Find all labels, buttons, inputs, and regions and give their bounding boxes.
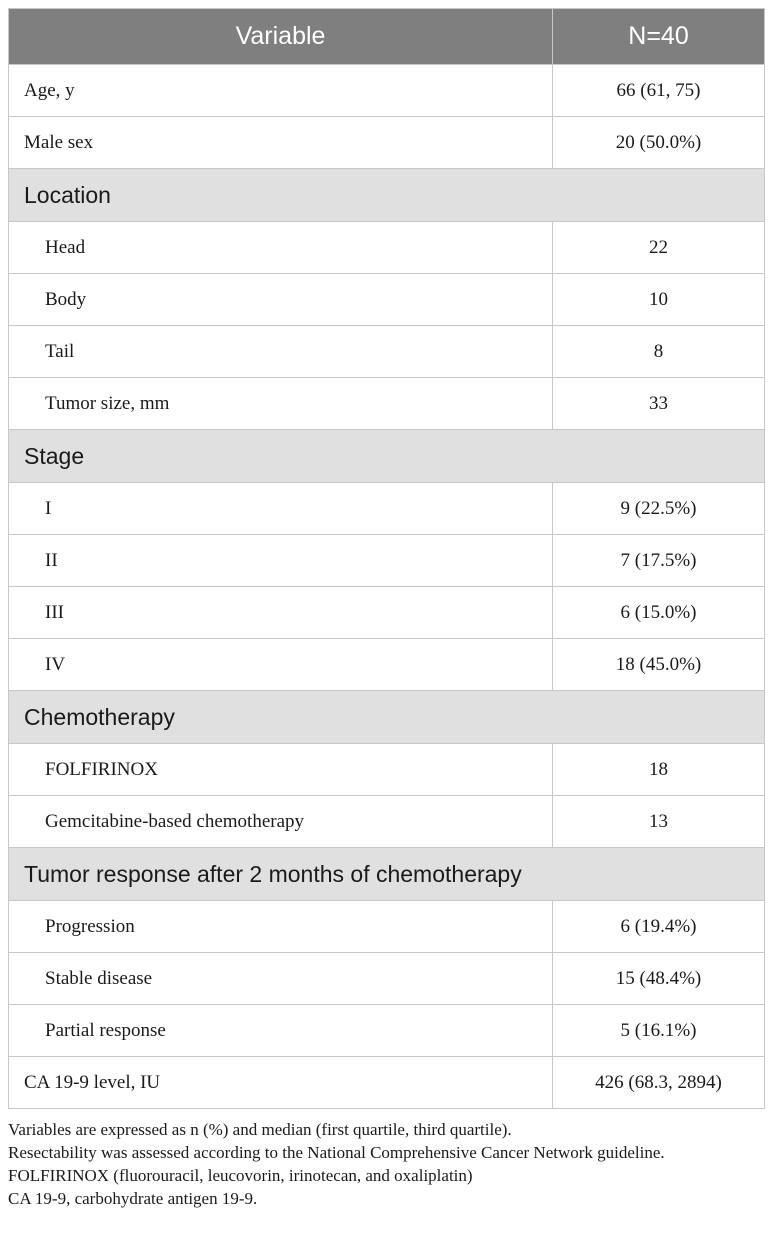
table-row: [9, 953, 765, 1005]
row-value: 18: [553, 744, 765, 796]
header-n: N=40: [553, 9, 765, 65]
row-label: Progression: [9, 901, 553, 953]
section-heading: Location: [9, 169, 765, 222]
section-heading: Stage: [9, 430, 765, 483]
footnote: Resectability was assessed according to the National Comprehensive Cancer Network guideline.: [8, 1143, 665, 1162]
table-row: [9, 65, 765, 117]
table-row: [9, 901, 765, 953]
row-value: 15 (48.4%): [553, 953, 765, 1005]
row-value: 7 (17.5%): [553, 535, 765, 587]
row-value: 10: [553, 274, 765, 326]
row-value: 9 (22.5%): [553, 483, 765, 535]
row-value: 13: [553, 796, 765, 848]
row-value: 5 (16.1%): [553, 1005, 765, 1057]
row-value: 33: [553, 378, 765, 430]
row-label: Head: [9, 222, 553, 274]
row-label: FOLFIRINOX: [9, 744, 553, 796]
section-heading: Chemotherapy: [9, 691, 765, 744]
row-label: III: [9, 587, 553, 639]
row-label: IV: [9, 639, 553, 691]
header-row: [9, 9, 765, 65]
section-row: [9, 430, 765, 483]
table-row: [9, 587, 765, 639]
table-row: [9, 639, 765, 691]
table-row: [9, 1005, 765, 1057]
table-body: [9, 65, 765, 1109]
characteristics-table: [8, 8, 765, 1109]
row-label: Age, y: [9, 65, 553, 117]
row-label: Tail: [9, 326, 553, 378]
row-value: 20 (50.0%): [553, 117, 765, 169]
section-heading: Tumor response after 2 months of chemotherapy: [9, 848, 765, 901]
row-label: Tumor size, mm: [9, 378, 553, 430]
table-row: [9, 744, 765, 796]
footnote: CA 19-9, carbohydrate antigen 19-9.: [8, 1189, 258, 1208]
table-row: [9, 1057, 765, 1109]
row-label: Body: [9, 274, 553, 326]
table-row: [9, 117, 765, 169]
section-row: [9, 848, 765, 901]
table-row: [9, 274, 765, 326]
table-row: [9, 222, 765, 274]
section-row: [9, 169, 765, 222]
row-label: I: [9, 483, 553, 535]
row-label: Partial response: [9, 1005, 553, 1057]
row-label: II: [9, 535, 553, 587]
table-footnotes: [8, 1118, 764, 1210]
row-value: 66 (61, 75): [553, 65, 765, 117]
row-value: 6 (19.4%): [553, 901, 765, 953]
header-variable: Variable: [9, 9, 553, 65]
row-label: CA 19-9 level, IU: [9, 1057, 553, 1109]
table-row: [9, 326, 765, 378]
row-value: 18 (45.0%): [553, 639, 765, 691]
table-header: [9, 9, 765, 65]
row-label: Stable disease: [9, 953, 553, 1005]
table-row: [9, 796, 765, 848]
row-value: 6 (15.0%): [553, 587, 765, 639]
row-value: 8: [553, 326, 765, 378]
row-label: Male sex: [9, 117, 553, 169]
row-value: 22: [553, 222, 765, 274]
table-row: [9, 483, 765, 535]
footnote: FOLFIRINOX (fluorouracil, leucovorin, irinotecan, and oxaliplatin): [8, 1166, 473, 1185]
characteristics-table-container: [8, 8, 764, 1109]
footnote: Variables are expressed as n (%) and median (first quartile, third quartile).: [8, 1120, 512, 1139]
row-label: Gemcitabine-based chemotherapy: [9, 796, 553, 848]
section-row: [9, 691, 765, 744]
table-row: [9, 378, 765, 430]
row-value: 426 (68.3, 2894): [553, 1057, 765, 1109]
table-row: [9, 535, 765, 587]
